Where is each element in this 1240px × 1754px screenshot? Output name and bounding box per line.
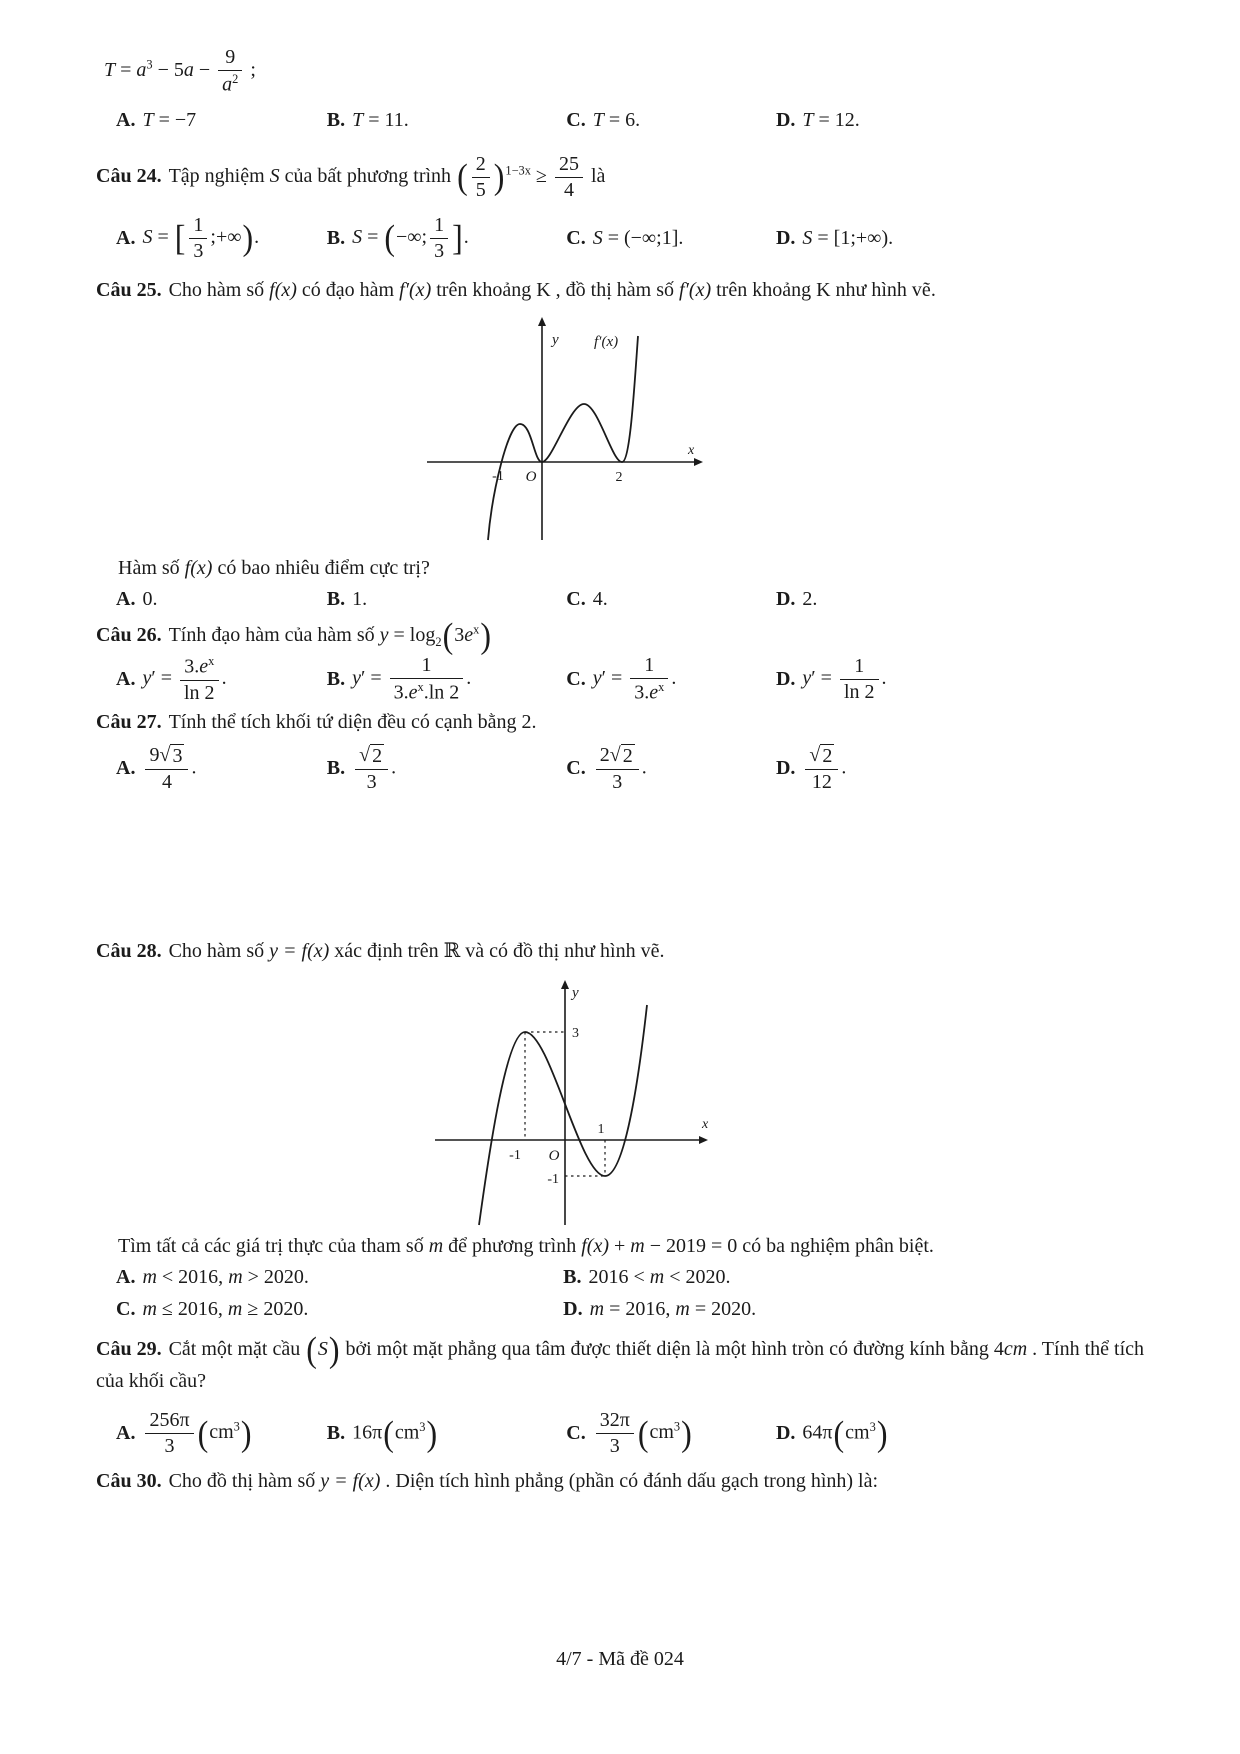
option-value: 2. <box>802 588 818 611</box>
option-label: A. <box>116 667 136 690</box>
option-value: 0. <box>142 588 158 611</box>
answer-option-d <box>775 1412 1144 1453</box>
answer-option-b <box>327 742 567 796</box>
answer-option-c <box>566 742 776 796</box>
question-text: Tính đạo hàm của hàm số $y = \log_2(3e^x)$ <box>168 614 491 656</box>
question-number: Câu 24. <box>96 164 162 187</box>
q29-answers <box>96 1407 1144 1460</box>
y-axis-arrow-icon <box>561 980 569 989</box>
tick-label-3: 3 <box>572 1025 579 1041</box>
question-text: Cho hàm số y = f(x) xác định trên ℝ và có đồ thị như hình vẽ. <box>168 939 665 962</box>
tick-label-minus1: -1 <box>492 468 504 484</box>
answer-option-a <box>116 1407 327 1460</box>
q28-answers-row2 <box>96 1294 1144 1326</box>
question-text: Cho đồ thị hàm số y = f(x) . Diện tích hình phẳng (phần có đánh dấu gạch trong hình) là: <box>168 1470 879 1493</box>
option-value: m ≤ 2016, m ≥ 2020. <box>142 1298 309 1321</box>
q25-answers <box>96 584 1144 616</box>
question-24 <box>96 151 1144 204</box>
q23-answers <box>96 105 1144 137</box>
question-text: Tìm tất cả các giá trị thực của tham số m để phương trình f(x) + m − 2019 = 0 có ba nghiệm phân biệt. <box>118 1234 934 1257</box>
x-axis-label: x <box>702 1116 709 1132</box>
option-value: 2016 < m < 2020. <box>588 1266 731 1289</box>
answer-option-d <box>776 584 1144 616</box>
x-axis-arrow-icon <box>694 458 703 466</box>
question-number: Câu 30. <box>96 1470 162 1493</box>
question-text: Hàm số f(x) có bao nhiêu điểm cực trị? <box>118 556 430 579</box>
option-value: S = (−∞; $\frac{1}{3}$ ]. <box>352 213 469 262</box>
question-text: Tập nghiệm S của bất phương trình ( $\frac{2}{5}$ )$^{1-3x}$ ≥ $\frac{25}{4}$ là <box>168 152 606 201</box>
cubic-figure <box>96 975 1144 1227</box>
page-footer-text: 4/7 - Mã đề 024 <box>556 1648 684 1670</box>
option-label: D. <box>775 226 796 249</box>
option-value: $\frac{256\pi}{3}$ $(cm^3)$ <box>142 1407 252 1460</box>
tick-label-1: 1 <box>597 1121 605 1137</box>
option-label: C. <box>566 226 586 249</box>
page-footer <box>0 1648 1240 1671</box>
question-number: Câu 28. <box>96 939 162 962</box>
question-29 <box>96 1328 1145 1397</box>
y-axis-label: y <box>572 984 579 1001</box>
answer-option-a <box>116 105 327 137</box>
answer-option-d <box>776 222 1144 254</box>
answer-option-c <box>566 584 776 616</box>
option-value: y′ = $\frac{1}{3.e^x}$ . <box>592 654 677 704</box>
option-label: C. <box>566 1422 586 1445</box>
option-label: D. <box>775 667 796 690</box>
option-value: $\frac{32\pi}{3}$ $(cm^3)$ <box>593 1407 693 1460</box>
option-label: B. <box>326 1422 346 1445</box>
q24-answers <box>96 212 1144 265</box>
option-value: S = (−∞;1]. <box>592 226 684 249</box>
option-value: m < 2016, m > 2020. <box>142 1266 309 1289</box>
option-label: C. <box>116 1298 136 1321</box>
option-value: T = 6. <box>592 109 641 132</box>
question-26 <box>96 614 1144 656</box>
answer-option-a <box>116 652 327 707</box>
option-value: T = 11. <box>352 109 409 132</box>
origin-label: O <box>548 1147 560 1164</box>
question-text: Cho hàm số f(x) có đạo hàm f′(x) trên khoảng K , đồ thị hàm số f′(x) trên khoảng K như hình vẽ. <box>168 278 936 301</box>
option-value: y′ = $\frac{3.e^x}{\ln 2}$ . <box>142 654 227 704</box>
option-label: A. <box>116 1422 136 1445</box>
answer-option-d <box>776 742 1144 796</box>
option-label: B. <box>326 109 346 132</box>
fprime-figure <box>96 312 1144 547</box>
origin-label: O <box>525 468 537 485</box>
option-label: D. <box>563 1298 583 1321</box>
answer-option-c <box>566 105 776 137</box>
option-value: S = [1;+∞). <box>802 226 894 249</box>
question-text: Cắt một mặt cầu (S) bởi một mặt phẳng qua tâm được thiết diện là một hình tròn có đường kính bằng 4cm . Tính thể tích của khối cầu? <box>96 1328 1145 1393</box>
q23-expression: $T = a^3 - 5a$ − $\frac{9}{a^2}$ ; <box>104 46 256 96</box>
option-value: 4. <box>592 588 608 611</box>
cubic-curve <box>479 1005 647 1225</box>
option-value: S = [ $\frac{1}{3}$ ;+∞). <box>142 213 260 262</box>
option-value: $16\pi(cm^3)$ <box>352 1412 438 1453</box>
answer-option-c <box>116 1294 563 1326</box>
option-value: T = 12. <box>802 109 860 132</box>
tick-label-minus1-y: -1 <box>547 1171 559 1187</box>
answer-option-b <box>326 1412 567 1453</box>
question-30 <box>96 1466 1144 1497</box>
x-axis-label: x <box>688 442 695 458</box>
option-value: √ 2 12 . <box>802 742 846 796</box>
option-label: D. <box>775 588 796 611</box>
cubic-graph <box>415 975 715 1227</box>
option-label: D. <box>775 1422 796 1445</box>
option-value: 2 √ 2 3 . <box>593 742 647 796</box>
q28-subquestion <box>96 1231 1144 1262</box>
question-28 <box>96 936 1144 967</box>
answer-option-a <box>116 742 327 796</box>
tick-label-2: 2 <box>615 469 623 485</box>
answer-option-b <box>327 584 567 616</box>
question-number: Câu 29. <box>96 1337 162 1360</box>
answer-option-a <box>116 1262 563 1294</box>
answer-option-c <box>566 652 776 707</box>
tick-label-minus1-x: -1 <box>509 1147 521 1163</box>
option-value: 9 √ 3 4 . <box>142 742 196 796</box>
option-label: A. <box>116 1266 136 1289</box>
answer-option-d <box>776 653 1144 706</box>
question-25 <box>96 275 1144 306</box>
option-label: A. <box>116 757 136 780</box>
option-value: y′ = $\frac{1}{3.e^x.\ln 2}$ . <box>352 654 472 704</box>
answer-option-b <box>327 652 567 707</box>
curve-label: f′(x) <box>594 333 619 350</box>
q26-answers <box>96 652 1144 707</box>
option-label: A. <box>116 226 136 249</box>
y-axis-label: y <box>552 331 559 348</box>
option-label: B. <box>326 757 346 780</box>
option-value: T = −7 <box>142 109 197 132</box>
option-value: y′ = $\frac{1}{\ln 2}$ . <box>802 654 887 703</box>
option-label: B. <box>326 226 346 249</box>
option-label: C. <box>566 667 586 690</box>
option-value: 1. <box>352 588 368 611</box>
option-label: D. <box>775 109 796 132</box>
option-value: √ 2 3 . <box>352 742 396 796</box>
fprime-graph <box>412 312 712 547</box>
option-label: C. <box>566 109 586 132</box>
question-27 <box>96 707 1144 738</box>
option-label: A. <box>116 588 136 611</box>
answer-option-c <box>566 1407 776 1460</box>
answer-option-d <box>776 105 1144 137</box>
option-label: D. <box>775 757 796 780</box>
option-label: B. <box>563 1266 582 1289</box>
option-value: m = 2016, m = 2020. <box>589 1298 757 1321</box>
answer-option-a <box>116 212 327 265</box>
answer-option-c <box>566 222 776 254</box>
option-label: B. <box>326 588 346 611</box>
option-label: A. <box>116 109 136 132</box>
answer-option-d <box>563 1294 1144 1326</box>
q27-answers <box>96 742 1144 796</box>
answer-option-b <box>327 212 567 265</box>
option-label: C. <box>566 588 586 611</box>
option-label: C. <box>566 757 586 780</box>
q25-subquestion <box>96 553 1144 584</box>
fprime-curve <box>488 333 638 540</box>
question-number: Câu 26. <box>96 623 162 646</box>
question-text: Tính thể tích khối tứ diện đều có cạnh bằng 2. <box>168 710 537 733</box>
answer-option-b <box>563 1262 1144 1294</box>
x-axis-arrow-icon <box>699 1136 708 1144</box>
answer-option-b <box>327 105 567 137</box>
question-number: Câu 27. <box>96 710 162 733</box>
question-number: Câu 25. <box>96 278 162 301</box>
option-value: $64\pi(cm^3)$ <box>802 1412 888 1453</box>
answer-option-a <box>116 584 327 616</box>
y-axis-arrow-icon <box>538 317 546 326</box>
q28-answers-row1 <box>96 1262 1144 1294</box>
option-label: B. <box>326 667 346 690</box>
